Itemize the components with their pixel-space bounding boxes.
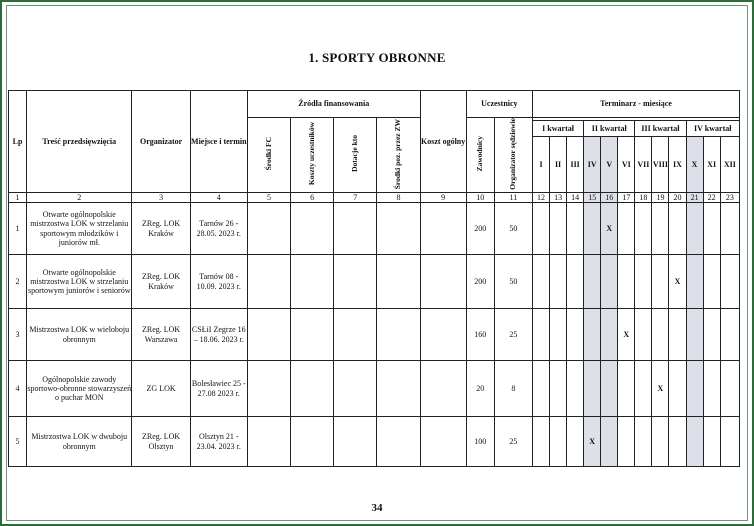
row-srodki-zw <box>377 255 420 309</box>
month-cell <box>652 417 669 467</box>
month-cell <box>635 255 652 309</box>
header-month: I <box>532 136 549 192</box>
month-cell <box>686 255 703 309</box>
row-organizator: ZReg. LOK Kraków <box>132 255 190 309</box>
table-row <box>9 309 740 361</box>
row-miejsce: Bolesławiec 25 - 27.08 2023 r. <box>190 361 247 417</box>
row-organizator: ZReg. LOK Warszawa <box>132 309 190 361</box>
row-zawodnicy: 100 <box>466 417 494 467</box>
row-dotacje <box>334 255 377 309</box>
header-srodki-zw: Środki poz. przez ZW <box>377 118 420 193</box>
column-number: 14 <box>567 192 584 202</box>
header-month: X <box>686 136 703 192</box>
column-number: 6 <box>291 192 334 202</box>
row-sedziowie: 25 <box>494 417 532 467</box>
month-cell <box>652 203 669 255</box>
header-zrodla-finansowania: Źródła finansowania <box>247 91 420 118</box>
table-row <box>9 203 740 255</box>
column-number: 11 <box>494 192 532 202</box>
month-cell <box>720 361 739 417</box>
row-koszty-uczestnikow <box>291 255 334 309</box>
row-tresc: Otwarte ogólnopolskie mistrzostwa LOK w strzelaniu sportowym młodzików i juniorów mł. <box>27 203 132 255</box>
header-srodki-fc: Środki FC <box>247 118 290 193</box>
row-koszty-uczestnikow <box>291 309 334 361</box>
month-cell <box>584 361 601 417</box>
month-cell <box>635 203 652 255</box>
month-cell <box>618 255 635 309</box>
month-cell <box>584 309 601 361</box>
month-cell <box>567 255 584 309</box>
column-number: 7 <box>334 192 377 202</box>
header-month: V <box>601 136 618 192</box>
column-number: 19 <box>652 192 669 202</box>
header-tresc: Treść przedsięwzięcia <box>27 91 132 193</box>
header-month: IV <box>584 136 601 192</box>
row-koszt-ogolny <box>420 361 466 417</box>
month-cell <box>720 309 739 361</box>
month-mark: X <box>601 203 618 255</box>
column-number: 20 <box>669 192 686 202</box>
header-month: IX <box>669 136 686 192</box>
column-number: 3 <box>132 192 190 202</box>
row-srodki-zw <box>377 309 420 361</box>
month-cell <box>584 203 601 255</box>
row-srodki-fc <box>247 309 290 361</box>
column-number: 13 <box>550 192 567 202</box>
month-cell <box>601 309 618 361</box>
row-srodki-zw <box>377 361 420 417</box>
row-miejsce: CSŁiI Zegrze 16 – 18.06. 2023 r. <box>190 309 247 361</box>
row-dotacje <box>334 417 377 467</box>
month-cell <box>703 203 720 255</box>
month-cell <box>686 203 703 255</box>
header-organizator-sedziowie: Organizator sędziowie <box>494 118 532 193</box>
month-cell <box>686 361 703 417</box>
column-number: 15 <box>584 192 601 202</box>
header-koszt-ogolny: Koszt ogólny <box>420 91 466 193</box>
month-cell <box>567 309 584 361</box>
month-mark: X <box>669 255 686 309</box>
row-srodki-fc <box>247 361 290 417</box>
row-koszt-ogolny <box>420 203 466 255</box>
column-number: 12 <box>532 192 549 202</box>
row-zawodnicy: 160 <box>466 309 494 361</box>
header-miejsce: Miejsce i termin <box>190 91 247 193</box>
row-tresc: Otwarte ogólnopolskie mistrzostwa LOK w strzelaniu sportowym juniorów i seniorów <box>27 255 132 309</box>
row-koszt-ogolny <box>420 255 466 309</box>
row-srodki-fc <box>247 255 290 309</box>
month-cell <box>601 361 618 417</box>
row-tresc: Ogólnopolskie zawody sportowo-obronne stowarzyszeń o puchar MON <box>27 361 132 417</box>
row-sedziowie: 8 <box>494 361 532 417</box>
row-srodki-zw <box>377 417 420 467</box>
table-row <box>9 361 740 417</box>
column-number: 17 <box>618 192 635 202</box>
month-cell <box>669 361 686 417</box>
header-month: VIII <box>652 136 669 192</box>
month-cell <box>652 309 669 361</box>
row-lp: 4 <box>9 361 27 417</box>
row-srodki-fc <box>247 203 290 255</box>
row-miejsce: Olsztyn 21 - 23.04. 2023 r. <box>190 417 247 467</box>
row-koszt-ogolny <box>420 309 466 361</box>
row-lp: 1 <box>9 203 27 255</box>
header-organizator: Organizator <box>132 91 190 193</box>
month-cell <box>635 417 652 467</box>
column-number: 4 <box>190 192 247 202</box>
header-dotacje: Dotacje kto <box>334 118 377 193</box>
month-mark: X <box>584 417 601 467</box>
month-mark: X <box>652 361 669 417</box>
header-month: XI <box>703 136 720 192</box>
month-cell <box>550 361 567 417</box>
row-sedziowie: 50 <box>494 203 532 255</box>
month-cell <box>584 255 601 309</box>
header-month: VII <box>635 136 652 192</box>
month-cell <box>720 417 739 467</box>
month-cell <box>532 255 549 309</box>
column-number: 8 <box>377 192 420 202</box>
row-organizator: ZReg. LOK Kraków <box>132 203 190 255</box>
header-month: XII <box>720 136 739 192</box>
month-cell <box>532 203 549 255</box>
month-cell <box>703 417 720 467</box>
column-number: 16 <box>601 192 618 202</box>
row-zawodnicy: 200 <box>466 255 494 309</box>
header-month: II <box>550 136 567 192</box>
header-terminarz: Terminarz - miesiące <box>532 91 739 118</box>
row-zawodnicy: 200 <box>466 203 494 255</box>
month-cell <box>550 203 567 255</box>
month-cell <box>669 417 686 467</box>
header-uczestnicy: Uczestnicy <box>466 91 532 118</box>
header-zawodnicy: Zawodnicy <box>466 118 494 193</box>
events-table <box>8 90 740 467</box>
row-sedziowie: 50 <box>494 255 532 309</box>
month-cell <box>669 203 686 255</box>
month-cell <box>550 417 567 467</box>
header-quarter-4: IV kwartał <box>686 121 739 137</box>
month-cell <box>703 255 720 309</box>
month-cell <box>720 203 739 255</box>
month-cell <box>601 417 618 467</box>
row-koszty-uczestnikow <box>291 203 334 255</box>
month-cell <box>550 255 567 309</box>
column-number: 22 <box>703 192 720 202</box>
column-number: 23 <box>720 192 739 202</box>
header-lp: Lp <box>9 91 27 193</box>
row-miejsce: Tarnów 26 - 28.05. 2023 r. <box>190 203 247 255</box>
month-cell <box>703 361 720 417</box>
column-number: 9 <box>420 192 466 202</box>
header-quarter-3: III kwartał <box>635 121 686 137</box>
month-cell <box>532 417 549 467</box>
month-cell <box>652 255 669 309</box>
column-number: 5 <box>247 192 290 202</box>
month-mark: X <box>618 309 635 361</box>
row-lp: 5 <box>9 417 27 467</box>
month-cell <box>720 255 739 309</box>
row-tresc: Mistrzostwa LOK w wieloboju obronnym <box>27 309 132 361</box>
month-cell <box>618 361 635 417</box>
month-cell <box>550 309 567 361</box>
column-number: 1 <box>9 192 27 202</box>
column-number: 2 <box>27 192 132 202</box>
month-cell <box>635 309 652 361</box>
header-month: VI <box>618 136 635 192</box>
month-cell <box>532 361 549 417</box>
row-tresc: Mistrzostwa LOK w dwuboju obronnym <box>27 417 132 467</box>
row-dotacje <box>334 361 377 417</box>
column-number-row <box>9 192 740 202</box>
month-cell <box>567 417 584 467</box>
column-number: 10 <box>466 192 494 202</box>
month-cell <box>567 203 584 255</box>
header-quarter-1: I kwartał <box>532 121 583 137</box>
table-row <box>9 255 740 309</box>
table-row <box>9 417 740 467</box>
header-koszty-uczestnikow: Koszty uczestników <box>291 118 334 193</box>
row-srodki-fc <box>247 417 290 467</box>
month-cell <box>669 309 686 361</box>
month-cell <box>532 309 549 361</box>
row-organizator: ZG LOK <box>132 361 190 417</box>
month-cell <box>686 309 703 361</box>
row-miejsce: Tarnów 08 - 10.09. 2023 r. <box>190 255 247 309</box>
month-cell <box>703 309 720 361</box>
row-koszty-uczestnikow <box>291 417 334 467</box>
column-number: 21 <box>686 192 703 202</box>
month-cell <box>618 203 635 255</box>
page-number: 34 <box>371 502 383 514</box>
row-zawodnicy: 20 <box>466 361 494 417</box>
column-number: 18 <box>635 192 652 202</box>
month-cell <box>567 361 584 417</box>
row-organizator: ZReg. LOK Olsztyn <box>132 417 190 467</box>
row-koszt-ogolny <box>420 417 466 467</box>
month-cell <box>686 417 703 467</box>
row-dotacje <box>334 203 377 255</box>
row-srodki-zw <box>377 203 420 255</box>
row-sedziowie: 25 <box>494 309 532 361</box>
row-lp: 3 <box>9 309 27 361</box>
month-cell <box>635 361 652 417</box>
month-cell <box>618 417 635 467</box>
row-koszty-uczestnikow <box>291 361 334 417</box>
section-title: 1. SPORTY OBRONNE <box>308 50 446 65</box>
header-month: III <box>567 136 584 192</box>
month-cell <box>601 255 618 309</box>
header-quarter-2: II kwartał <box>584 121 635 137</box>
row-lp: 2 <box>9 255 27 309</box>
row-dotacje <box>334 309 377 361</box>
